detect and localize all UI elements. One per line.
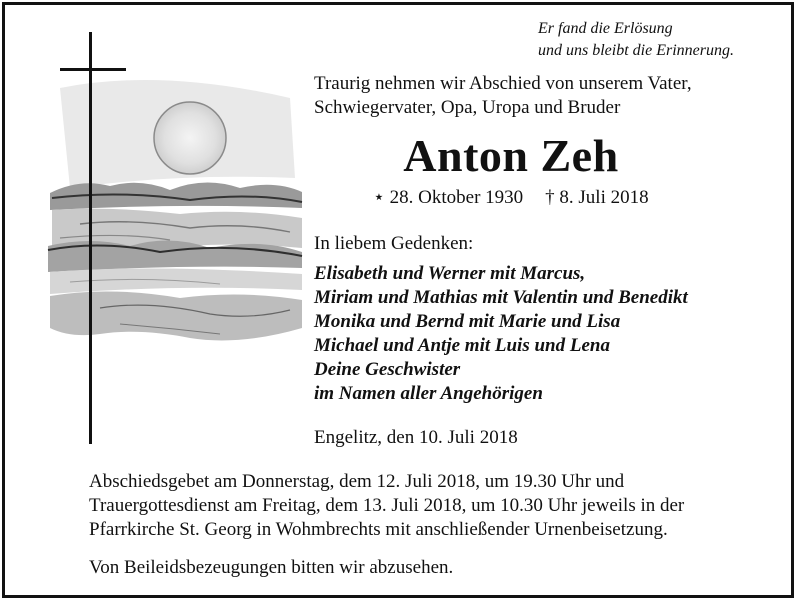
mourner-line: im Namen aller Angehörigen: [314, 383, 543, 404]
deceased-name: Anton Zeh: [403, 130, 619, 181]
life-dates: [373, 186, 671, 210]
intro-line: Schwiegervater, Opa, Uropa und Bruder: [314, 97, 621, 118]
service-line: Pfarrkirche St. Georg in Wohmbrechts mit anschließender Urnenbeisetzung.: [89, 519, 668, 540]
intro-line: Traurig nehmen wir Abschied von unserem Vater,: [314, 73, 692, 94]
motto: [538, 18, 734, 62]
cross-landscape-illustration: [40, 28, 310, 448]
cross-horizontal: [60, 68, 126, 71]
mourner-line: Elisabeth und Werner mit Marcus,: [314, 263, 586, 284]
motto-line: und uns bleibt die Erinnerung.: [538, 42, 734, 59]
motto-line: Er fand die Erlösung: [538, 20, 673, 37]
service-line: Abschiedsgebet am Donnerstag, dem 12. Juli 2018, um 19.30 Uhr und: [89, 471, 625, 492]
condolence-request: Von Beileidsbezeugungen bitten wir abzusehen.: [89, 557, 454, 578]
memory-heading: In liebem Gedenken:: [314, 233, 474, 254]
mourners-list: [314, 262, 688, 406]
death-date: † 8. Juli 2018: [545, 187, 649, 208]
intro-text: [314, 72, 692, 120]
place-date: Engelitz, den 10. Juli 2018: [314, 427, 518, 448]
birth-date: ⋆ 28. Oktober 1930: [373, 187, 524, 208]
mourner-line: Monika und Bernd mit Marie und Lisa: [314, 311, 621, 332]
service-line: Trauergottesdienst am Freitag, dem 13. Juli 2018, um 10.30 Uhr jeweils in der: [89, 495, 685, 516]
mourner-line: Michael und Antje mit Luis und Lena: [314, 335, 610, 356]
mourner-line: Miriam und Mathias mit Valentin und Benedikt: [314, 287, 688, 308]
cross-vertical: [89, 32, 92, 444]
service-info: [89, 470, 684, 542]
mourner-line: Deine Geschwister: [314, 359, 461, 380]
